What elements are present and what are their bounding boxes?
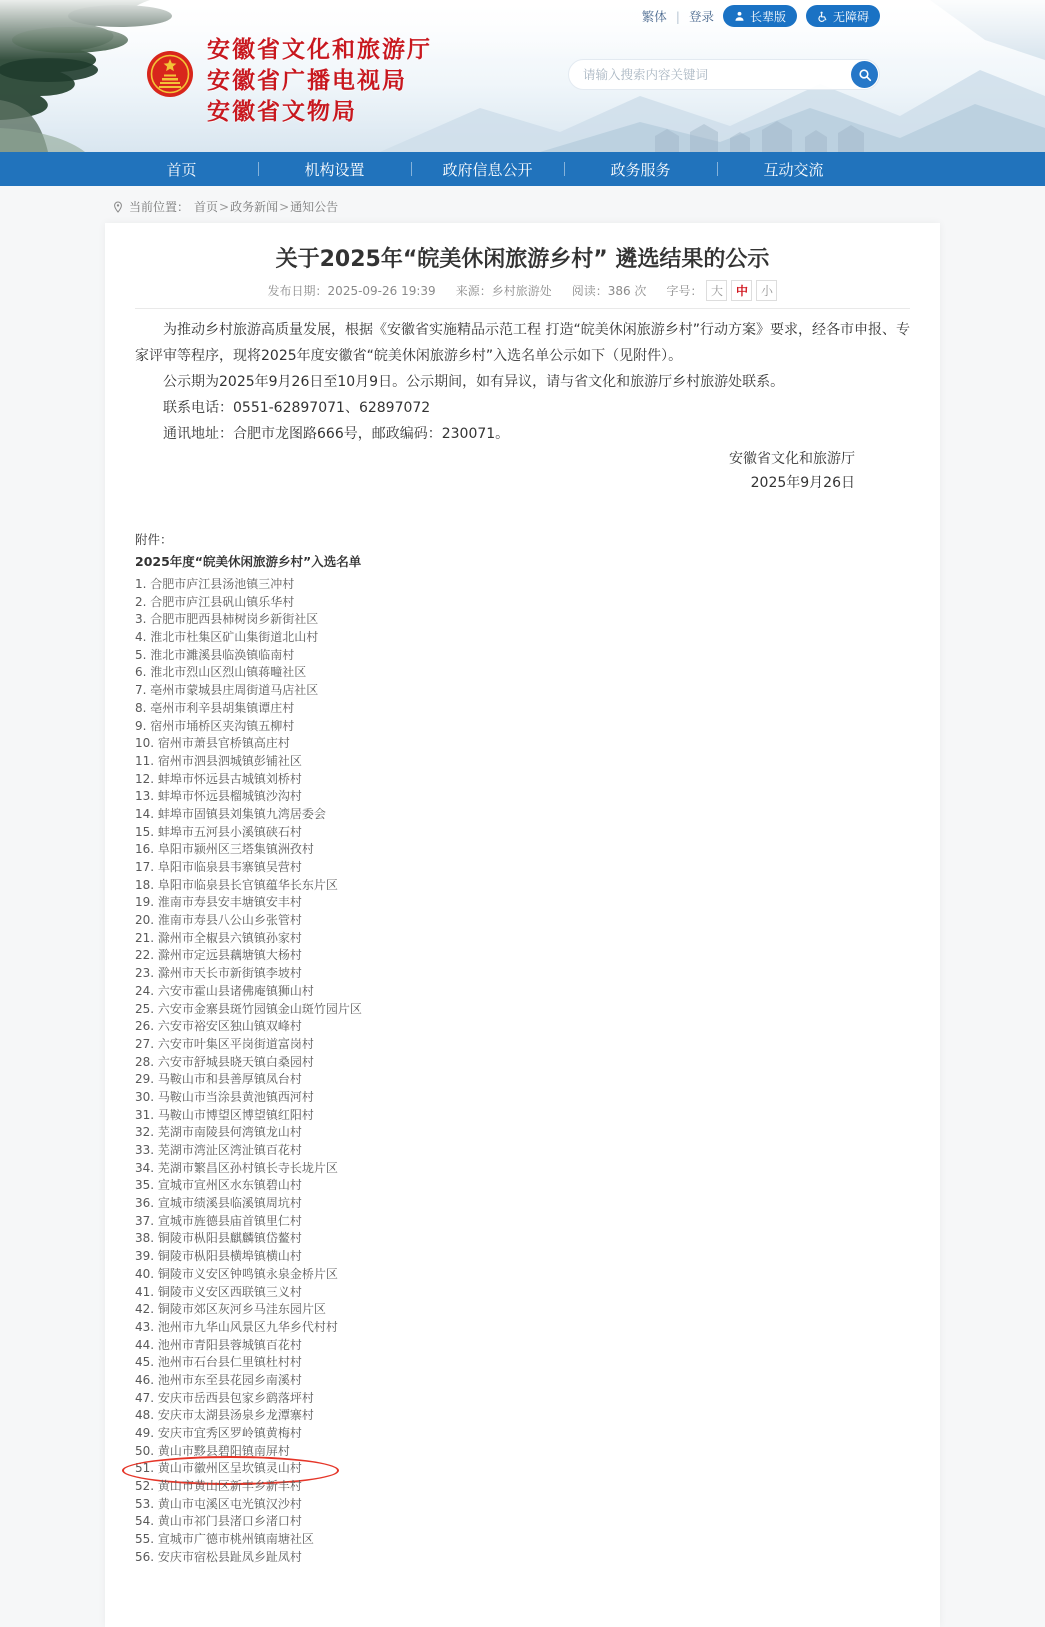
nav-item-5[interactable]: 互动交流: [717, 152, 870, 186]
signature-org: 安徽省文化和旅游厅: [729, 451, 855, 467]
nav-item-3[interactable]: 政府信息公开: [411, 152, 564, 186]
list-item: 51. 黄山市徽州区呈坎镇灵山村: [135, 1460, 910, 1478]
font-size-label: 字号：: [666, 284, 703, 298]
list-item: 8. 亳州市利辛县胡集镇谭庄村: [135, 700, 295, 715]
list-item: 12. 蚌埠市怀远县古城镇刘桥村: [135, 771, 302, 786]
main-nav: [0, 152, 1045, 186]
list-item: 18. 阜阳市临泉县长官镇蕴华长东片区: [135, 877, 338, 892]
list-item: 6. 淮北市烈山区烈山镇蒋疃社区: [135, 665, 307, 680]
list-item: 27. 六安市叶集区平岗街道富岗村: [135, 1036, 314, 1051]
attachment-title: 2025年度“皖美休闲旅游乡村”入选名单: [135, 554, 362, 569]
font-size-small-button[interactable]: 小: [756, 280, 777, 301]
org-name-line2: 安徽省广播电视局: [207, 67, 407, 94]
list-item: 28. 六安市舒城县晓天镇白桑园村: [135, 1054, 314, 1069]
list-item: 22. 滁州市定远县藕塘镇大杨村: [135, 948, 302, 963]
list-item: 38. 铜陵市枞阳县麒麟镇岱鳌村: [135, 1231, 302, 1246]
search-input[interactable]: [569, 67, 851, 82]
font-size-large-button[interactable]: 大: [706, 280, 727, 301]
list-item: 1. 合肥市庐江县汤池镇三冲村: [135, 577, 295, 591]
search-bar: [568, 59, 880, 90]
source: 来源：乡村旅游处: [455, 284, 552, 298]
list-item: 40. 铜陵市义安区钟鸣镇永泉金桥片区: [135, 1266, 338, 1281]
list-item: 36. 宣城市绩溪县临溪镇周坑村: [135, 1196, 302, 1211]
list-item: 16. 阜阳市颍州区三塔集镇洲孜村: [135, 842, 314, 857]
search-button[interactable]: [851, 61, 878, 88]
list-item: 21. 滁州市全椒县六镇镇孙家村: [135, 930, 302, 945]
list-item: 49. 安庆市宜秀区罗岭镇黄梅村: [135, 1426, 302, 1440]
list-item: 9. 宿州市埇桥区夹沟镇五柳村: [135, 718, 295, 733]
meta-divider: [135, 308, 910, 309]
list-item: 47. 安庆市岳西县包家乡鹞落坪村: [135, 1390, 314, 1405]
list-item: 4. 淮北市杜集区矿山集街道北山村: [135, 630, 319, 645]
list-item: 20. 淮南市寿县八公山乡张管村: [135, 913, 302, 928]
breadcrumb-link[interactable]: 政务新闻: [230, 200, 279, 214]
list-item: 25. 六安市金寨县斑竹园镇金山斑竹园片区: [135, 1001, 362, 1016]
elder-version-button[interactable]: [723, 5, 797, 27]
signature-date: 2025年9月26日: [750, 475, 855, 491]
list-item: 19. 淮南市寿县安丰塘镇安丰村: [135, 895, 302, 910]
search-icon: [858, 68, 872, 82]
signature-block: [135, 447, 910, 495]
list-item: 41. 铜陵市义安区西联镇三义村: [135, 1284, 302, 1299]
list-item: 39. 铜陵市枞阳县横埠镇横山村: [135, 1249, 302, 1264]
elder-version-label: 长辈版: [749, 9, 786, 24]
list-item: 54. 黄山市祁门县渚口乡渚口村: [135, 1514, 302, 1529]
login-link[interactable]: 登录: [688, 9, 714, 24]
list-item: 32. 芜湖市南陵县何湾镇龙山村: [135, 1125, 302, 1140]
list-item: 37. 宣城市旌德县庙首镇里仁村: [135, 1213, 302, 1228]
font-size-control: [666, 280, 777, 301]
accessibility-button[interactable]: [806, 5, 880, 27]
header-banner: [0, 0, 1045, 152]
publish-date: 发布日期：2025-09-26 19:39: [267, 284, 436, 298]
wheelchair-icon: [817, 11, 828, 22]
list-item: 7. 亳州市蒙城县庄周街道马店社区: [135, 683, 319, 698]
breadcrumb-trail: [194, 198, 338, 215]
org-name-line1: 安徽省文化和旅游厅: [207, 36, 432, 63]
list-item: 3. 合肥市肥西县柿树岗乡新街社区: [135, 612, 319, 627]
nav-item-4[interactable]: 政务服务: [564, 152, 717, 186]
font-size-medium-button[interactable]: 中: [731, 280, 752, 301]
attachment-label: 附件：: [135, 532, 173, 547]
article-title: 关于2025年“皖美休闲旅游乡村” 遴选结果的公示: [275, 247, 770, 272]
article-card: [105, 223, 940, 1627]
nav-item-2[interactable]: 机构设置: [258, 152, 411, 186]
list-item: 15. 蚌埠市五河县小溪镇硖石村: [135, 824, 302, 839]
list-item: 55. 宣城市广德市桃州镇南塘社区: [135, 1532, 314, 1547]
list-item: 53. 黄山市屯溪区屯光镇汉沙村: [135, 1496, 302, 1511]
list-item: 23. 滁州市天长市新街镇李坡村: [135, 966, 302, 981]
list-item: 26. 六安市裕安区独山镇双峰村: [135, 1019, 302, 1034]
list-item: 5. 淮北市濉溪县临涣镇临南村: [135, 647, 295, 662]
breadcrumb-link[interactable]: 通知公告: [290, 200, 339, 214]
national-emblem-icon: [146, 50, 194, 98]
breadcrumb-separator: >: [279, 199, 290, 214]
breadcrumb-separator: >: [219, 199, 230, 214]
paragraph: 为推动乡村旅游高质量发展，根据《安徽省实施精品示范工程 打造“皖美休闲旅游乡村”行动方案》要求，经各市申报、专家评审等程序，现将2025年度安徽省“皖美休闲旅游乡村”入选名单公示如下（见附件）。: [135, 322, 910, 364]
list-item: 50. 黄山市黟县碧阳镇南屏村: [135, 1443, 290, 1458]
list-item: 29. 马鞍山市和县善厚镇凤台村: [135, 1072, 302, 1087]
breadcrumb-link[interactable]: 首页: [194, 200, 219, 214]
article-meta: [135, 281, 910, 300]
site-brand: [146, 34, 432, 127]
list-item: 34. 芜湖市繁昌区孙村镇长寺长垅片区: [135, 1160, 338, 1175]
list-item: 42. 铜陵市郊区灰河乡马洼东园片区: [135, 1302, 326, 1317]
article-body: [135, 317, 910, 447]
list-item: 24. 六安市霍山县诸佛庵镇狮山村: [135, 983, 314, 998]
list-item: 48. 安庆市太湖县汤泉乡龙潭寨村: [135, 1408, 314, 1423]
person-icon: [734, 11, 745, 22]
list-item: 46. 池州市东至县花园乡南溪村: [135, 1372, 302, 1387]
nav-item-1[interactable]: 首页: [166, 160, 197, 179]
list-item: 14. 蚌埠市固镇县刘集镇九湾居委会: [135, 806, 326, 821]
view-count: 阅读：386 次: [571, 284, 647, 298]
location-pin-icon: [112, 201, 124, 213]
topbar-divider: |: [675, 8, 680, 24]
list-item: 30. 马鞍山市当涂县黄池镇西河村: [135, 1089, 314, 1104]
list-item: 44. 池州市青阳县蓉城镇百花村: [135, 1337, 302, 1352]
list-item: 31. 马鞍山市博望区博望镇红阳村: [135, 1107, 314, 1122]
paragraph: 通讯地址：合肥市龙图路666号，邮政编码：230071。: [163, 426, 510, 442]
accessibility-label: 无障碍: [832, 9, 869, 24]
list-item: 56. 安庆市宿松县趾凤乡趾凤村: [135, 1549, 302, 1564]
attachment-section: [135, 529, 910, 1567]
list-item: 52. 黄山市黄山区新丰乡新丰村: [135, 1479, 302, 1494]
breadcrumb-label: 当前位置：: [129, 200, 190, 214]
list-item: 2. 合肥市庐江县矾山镇乐华村: [135, 594, 295, 609]
list-item: 33. 芜湖市湾沚区湾沚镇百花村: [135, 1143, 302, 1157]
list-item: 13. 蚌埠市怀远县榴城镇沙沟村: [135, 789, 302, 804]
traditional-chinese-link[interactable]: 繁体: [641, 9, 667, 24]
list-item: 11. 宿州市泗县泗城镇彭铺社区: [135, 753, 302, 768]
list-item: 10. 宿州市萧县官桥镇高庄村: [135, 736, 290, 751]
village-list: [135, 576, 910, 1567]
list-item: 45. 池州市石台县仁里镇杜村村: [135, 1355, 302, 1370]
breadcrumb: [112, 198, 1045, 215]
list-item: 43. 池州市九华山风景区九华乡代村村: [135, 1319, 338, 1334]
topbar: [642, 5, 880, 27]
org-name-line3: 安徽省文物局: [207, 98, 357, 125]
paragraph: 公示期为2025年9月26日至10月9日。公示期间，如有异议，请与省文化和旅游厅乡村旅游处联系。: [163, 374, 785, 390]
paragraph: 联系电话：0551-62897071、62897072: [163, 400, 431, 416]
list-item: 35. 宣城市宣州区水东镇碧山村: [135, 1178, 302, 1193]
list-item: 17. 阜阳市临泉县韦寨镇吴营村: [135, 860, 302, 874]
